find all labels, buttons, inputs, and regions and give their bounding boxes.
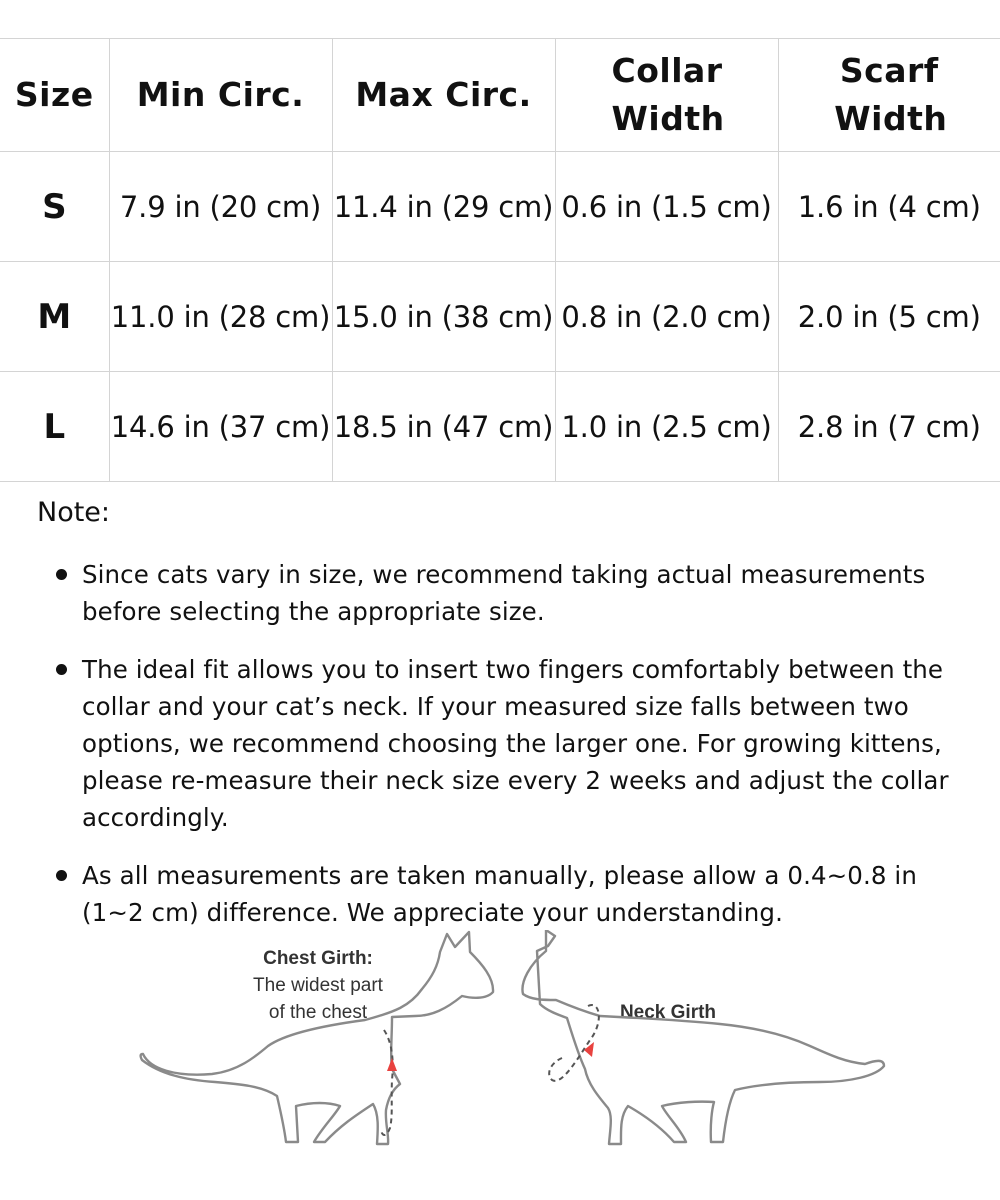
table-row xyxy=(0,152,1000,262)
note-label: Note: xyxy=(37,497,111,528)
bullet-icon xyxy=(56,569,67,580)
max-circ-cell: 11.4 in (29 cm) xyxy=(332,152,555,262)
bullet-icon xyxy=(56,870,67,881)
collar-width-cell: 1.0 in (2.5 cm) xyxy=(555,372,778,482)
collar-width-cell: 0.8 in (2.0 cm) xyxy=(555,262,778,372)
header-collar-width: Collar Width xyxy=(555,39,778,152)
list-item xyxy=(50,651,970,836)
right-cat-outline-icon xyxy=(522,930,884,1144)
size-cell: L xyxy=(0,372,109,482)
note-text: Since cats vary in size, we recommend taking actual measurements before selecting the appropriate size. xyxy=(82,560,926,626)
neck-girth-title: Neck Girth xyxy=(619,1002,717,1023)
chest-girth-title: Chest Girth: xyxy=(263,948,373,969)
cat-illustrations xyxy=(0,930,1000,1200)
header-size: Size xyxy=(0,39,109,152)
scarf-width-cell: 1.6 in (4 cm) xyxy=(778,152,1000,262)
chest-girth-desc-line1: The widest part xyxy=(253,975,383,996)
chest-girth-desc-line2: of the chest xyxy=(268,1002,368,1023)
note-text: As all measurements are taken manually, please allow a 0.4~0.8 in (1~2 cm) difference. We appreciate your understanding. xyxy=(82,861,917,927)
size-chart-table xyxy=(0,38,1000,482)
table-row xyxy=(0,372,1000,482)
min-circ-cell: 14.6 in (37 cm) xyxy=(109,372,332,482)
collar-width-cell: 0.6 in (1.5 cm) xyxy=(555,152,778,262)
min-circ-cell: 11.0 in (28 cm) xyxy=(109,262,332,372)
table-row xyxy=(0,262,1000,372)
scarf-width-cell: 2.0 in (5 cm) xyxy=(778,262,1000,372)
list-item xyxy=(50,556,970,630)
min-circ-cell: 7.9 in (20 cm) xyxy=(109,152,332,262)
scarf-width-cell: 2.8 in (7 cm) xyxy=(778,372,1000,482)
size-cell: M xyxy=(0,262,109,372)
header-scarf-width: Scarf Width xyxy=(778,39,1000,152)
size-cell: S xyxy=(0,152,109,262)
bullet-icon xyxy=(56,664,67,675)
notes-list xyxy=(50,556,970,952)
max-circ-cell: 18.5 in (47 cm) xyxy=(332,372,555,482)
table-header-row xyxy=(0,39,1000,152)
list-item xyxy=(50,857,970,931)
note-text: The ideal fit allows you to insert two fingers comfortably between the collar and your cat’s neck. If your measured size falls between two options, we recommend choosing the larger one. For growing kittens, please re-measure their neck size every 2 weeks and adjust the collar accordingly. xyxy=(82,655,949,832)
header-max-circ: Max Circ. xyxy=(332,39,555,152)
header-min-circ: Min Circ. xyxy=(109,39,332,152)
measurement-diagram xyxy=(0,930,1000,1200)
max-circ-cell: 15.0 in (38 cm) xyxy=(332,262,555,372)
left-cat-outline-icon xyxy=(141,932,493,1144)
